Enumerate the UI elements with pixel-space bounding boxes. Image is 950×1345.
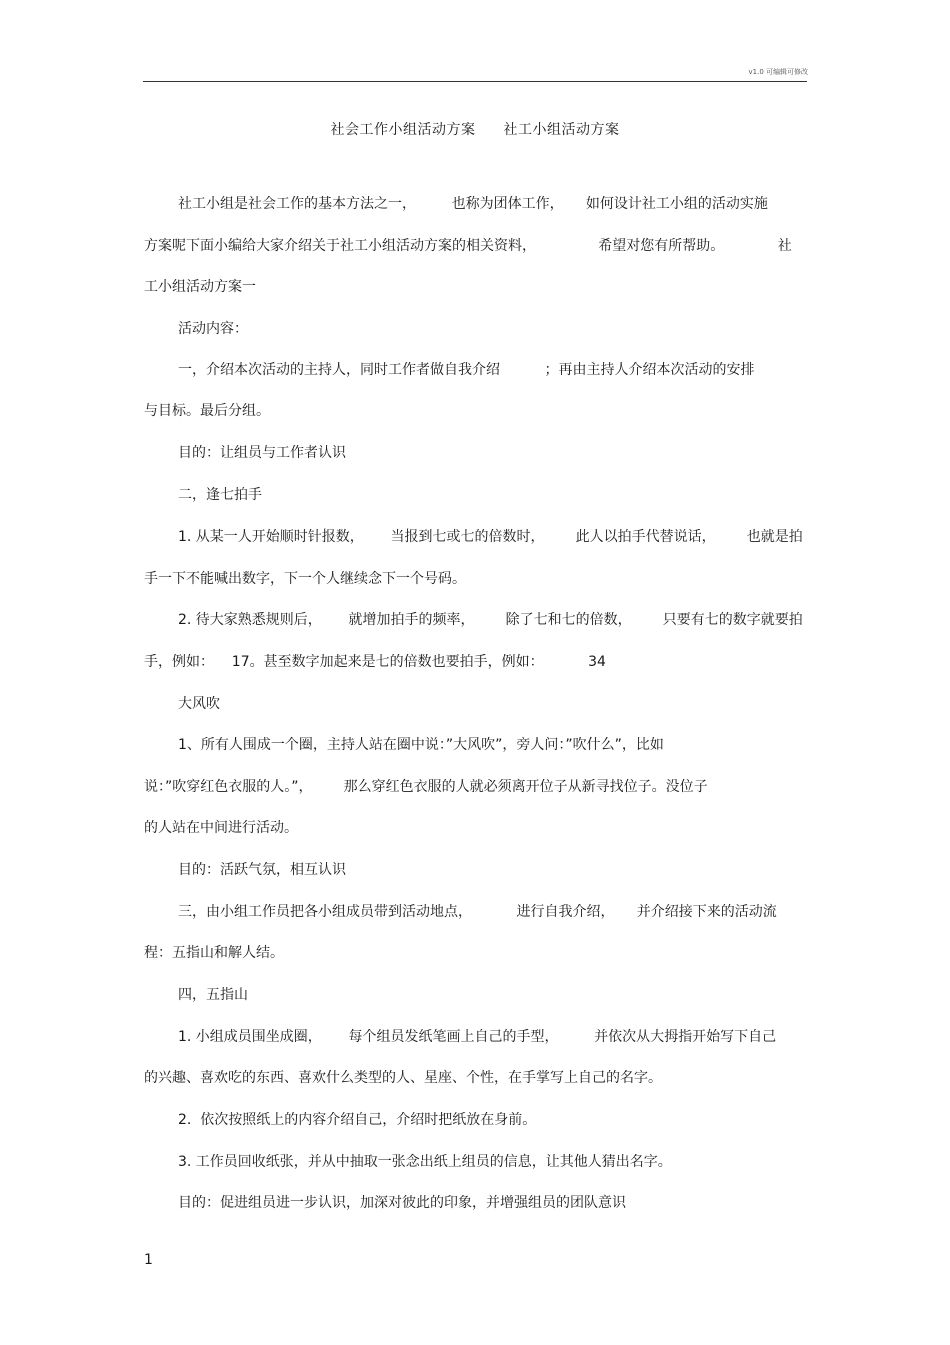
body-line-16: 的人站在中间进行活动。 — [144, 820, 298, 836]
body-line-25: 目的：促进组员进一步认识，加深对彼此的印象，并增强组员的团队意识 — [178, 1195, 626, 1211]
header-version-note: v1.0 可编辑可修改 — [748, 68, 808, 76]
title-part-2: 社工小组活动方案 — [503, 122, 620, 138]
body-line-18: 三，由小组工作员把各小组成员带到活动地点， 进行自我介绍， 并介绍接下来的活动流 — [178, 904, 777, 920]
document-title — [0, 119, 950, 139]
body-line-8: 二，逢七拍手 — [178, 487, 262, 503]
body-line-11: 2. 待大家熟悉规则后， 就增加拍手的频率， 除了七和七的倍数， 只要有七的数字就要拍 — [178, 612, 803, 628]
body-line-2: 方案呢下面小编给大家介绍关于社工小组活动方案的相关资料， 希望对您有所帮助。 社 — [144, 238, 792, 254]
body-line-5: 一，介绍本次活动的主持人，同时工作者做自我介绍 ；再由主持人介绍本次活动的安排 — [178, 362, 755, 378]
body-line-4: 活动内容： — [178, 321, 248, 337]
body-line-3: 工小组活动方案一 — [144, 279, 256, 295]
body-line-20: 四，五指山 — [178, 987, 248, 1003]
body-line-17: 目的：活跃气氛，相互认识 — [178, 862, 346, 878]
body-line-12: 手，例如： 17。甚至数字加起来是七的倍数也要拍手，例如： 34 — [144, 654, 606, 670]
body-line-1: 社工小组是社会工作的基本方法之一， 也称为团体工作， 如何设计社工小组的活动实施 — [178, 196, 768, 212]
header-rule — [143, 81, 807, 82]
body-line-9: 1. 从某一人开始顺时针报数， 当报到七或七的倍数时， 此人以拍手代替说话， 也就是拍 — [178, 529, 803, 545]
body-line-7: 目的：让组员与工作者认识 — [178, 445, 346, 461]
body-line-10: 手一下不能喊出数字，下一个人继续念下一个号码。 — [144, 571, 466, 587]
title-part-1: 社会工作小组活动方案 — [330, 122, 476, 138]
body-line-14: 1、所有人围成一个圈，主持人站在圈中说：”大风吹”，旁人问：”吹什么”，比如 — [178, 737, 664, 753]
body-line-19: 程：五指山和解人结。 — [144, 945, 284, 961]
page-number: 1 — [144, 1252, 153, 1268]
body-line-15: 说：”吹穿红色衣服的人。”， 那么穿红色衣服的人就必须离开位子从新寻找位子。没位子 — [144, 779, 708, 795]
body-line-23: 2. 依次按照纸上的内容介绍自己，介绍时把纸放在身前。 — [178, 1112, 537, 1128]
body-line-22: 的兴趣、喜欢吃的东西、喜欢什么类型的人、星座、个性，在手掌写上自己的名字。 — [144, 1070, 662, 1086]
body-line-24: 3. 工作员回收纸张，并从中抽取一张念出纸上组员的信息，让其他人猜出名字。 — [178, 1154, 672, 1170]
body-line-21: 1. 小组成员围坐成圈， 每个组员发纸笔画上自己的手型， 并依次从大拇指开始写下自己 — [178, 1029, 777, 1045]
body-line-6: 与目标。最后分组。 — [144, 403, 270, 419]
body-line-13: 大风吹 — [178, 696, 220, 712]
